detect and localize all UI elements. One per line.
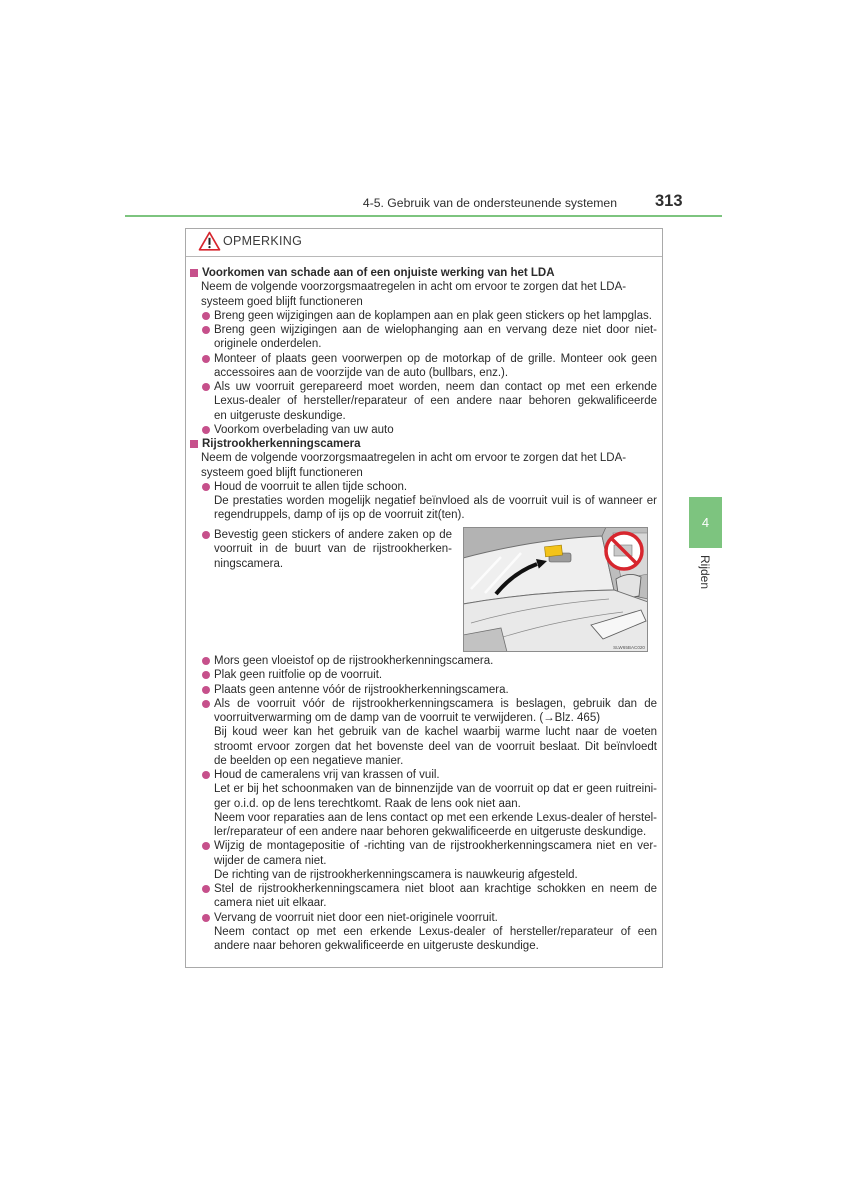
- warning-triangle-icon: [198, 231, 221, 251]
- section-title: 4-5. Gebruik van de ondersteunende systemen: [362, 196, 617, 210]
- item-text: en uitgeruste deskundige.: [214, 409, 346, 422]
- exclamation-bar: [209, 238, 211, 245]
- item-text: Bij koud weer kan het gebruik van de kachel waarbij warme lucht naar de voeten: [214, 726, 657, 739]
- notice-title: OPMERKING: [223, 234, 303, 248]
- bullet-dot-icon: [202, 531, 210, 539]
- chapter-number: 4: [701, 515, 710, 530]
- item-text: Let er bij het schoonmaken van de binnenzijde van de voorruit op dat er geen ruitreini-: [214, 783, 657, 796]
- section-heading: [185, 266, 663, 280]
- item-line: [185, 725, 663, 739]
- bullet-dot-icon: [202, 483, 210, 491]
- item-text: voorruitverwarming om de damp van de voorruit te verwijderen. (→Blz. 465): [214, 712, 601, 724]
- bullet-dot-icon: [202, 885, 210, 893]
- item-line: [185, 811, 663, 825]
- bullet-dot-icon: [202, 312, 210, 320]
- item-line: [185, 854, 663, 868]
- item-text: voorruit in de buurt van de rijstrookherken-: [214, 543, 452, 556]
- item-text: camera niet uit elkaar.: [214, 897, 327, 910]
- bullet-item: [185, 423, 663, 437]
- bullet-item: [185, 654, 663, 668]
- intro-line: [185, 295, 663, 309]
- item-line: [185, 494, 663, 508]
- item-text: ler/reparateur of een andere naar behoren gekwalificeerde en uitgeruste deskundige.: [214, 826, 647, 838]
- item-line: [185, 366, 663, 380]
- notice-title-divider: [186, 256, 662, 257]
- bullet-item: [185, 323, 663, 337]
- bullet-dot-icon: [202, 671, 210, 679]
- bullet-item: [185, 380, 663, 394]
- section-heading-text: Voorkomen van schade aan of een onjuiste werking van het LDA: [202, 267, 555, 279]
- bullet-item: [185, 911, 663, 925]
- chapter-tab: [689, 497, 722, 548]
- item-line: [185, 896, 663, 910]
- item-text: Stel de rijstrookherkenningscamera niet bloot aan krachtige schokken en neem de: [214, 883, 657, 895]
- bullet-dot-icon: [202, 383, 210, 391]
- intro-text: systeem goed blijft functioneren: [201, 466, 363, 479]
- square-bullet-icon: [190, 269, 198, 277]
- figure-code: SLW65BAC020: [613, 645, 645, 650]
- item-text: Houd de voorruit te allen tijde schoon.: [214, 480, 408, 493]
- item-text: regendruppels, damp of ijs op de voorruit zit(ten).: [214, 509, 465, 522]
- item-text: Als de voorruit vóór de rijstrookherkenningscamera is beslagen, gebruik dan de: [214, 697, 657, 710]
- item-text: Houd de cameralens vrij van krassen of vuil.: [214, 769, 440, 781]
- bullet-dot-icon: [202, 326, 210, 334]
- bullet-dot-icon: [202, 686, 210, 694]
- item-line: [185, 754, 663, 768]
- bullet-dot-icon: [202, 771, 210, 779]
- bullet-dot-icon: [202, 700, 210, 708]
- header-rule: [125, 215, 722, 217]
- bullet-item: [185, 768, 663, 782]
- bullet-item: [185, 668, 663, 682]
- item-line: [185, 939, 663, 953]
- item-text: originele onderdelen.: [214, 338, 322, 351]
- item-text: Bevestig geen stickers of andere zaken op de: [214, 529, 452, 541]
- bullet-dot-icon: [202, 426, 210, 434]
- item-text: Voorkom overbelading van uw auto: [214, 423, 394, 436]
- item-line: [185, 825, 663, 839]
- intro-text: systeem goed blijft functioneren: [201, 295, 363, 308]
- item-text: Als uw voorruit gerepareerd moet worden, neem dan contact op met een erkende: [214, 381, 657, 393]
- bullet-item: [185, 352, 663, 366]
- intro-text: Neem de volgende voorzorgsmaatregelen in acht om ervoor te zorgen dat het LDA-: [201, 281, 627, 294]
- item-text: ger o.i.d. op de lens terechtkomt. Raak de lens ook niet aan.: [214, 797, 521, 810]
- intro-line: [185, 466, 663, 480]
- item-line: [185, 868, 663, 882]
- item-text: Neem contact op met een erkende Lexus-dealer of hersteller/reparateur of een: [214, 925, 657, 938]
- item-text: Breng geen wijzigingen aan de wielophanging aan en vervang deze niet door niet-: [214, 324, 657, 336]
- item-text: Monteer of plaats geen voorwerpen op de motorkap of de grille. Monteer ook geen: [214, 352, 657, 365]
- item-text: Vervang de voorruit niet door een niet-originele voorruit.: [214, 911, 498, 924]
- item-text: wijder de camera niet.: [214, 854, 327, 867]
- bullet-item: [185, 683, 663, 697]
- item-line: [185, 782, 663, 796]
- bullet-dot-icon: [202, 657, 210, 665]
- item-text: Plak geen ruitfolie op de voorruit.: [214, 669, 383, 682]
- item-line: [185, 337, 663, 351]
- item-text: Mors geen vloeistof op de rijstrookherkenningscamera.: [214, 655, 494, 667]
- section-heading: [185, 437, 663, 451]
- bullet-item: [185, 697, 663, 711]
- item-line: [185, 711, 663, 725]
- item-text: De prestaties worden mogelijk negatief beïnvloed als de voorruit vuil is of wanneer er: [214, 495, 657, 507]
- item-text: de beelden op een negatieve manier.: [214, 754, 404, 767]
- notice-text-block: [185, 654, 663, 953]
- item-line: [185, 508, 663, 522]
- page-number: 313: [655, 192, 683, 210]
- section-heading-text: Rijstrookherkenningscamera: [202, 438, 361, 450]
- sticker-highlight: [545, 545, 563, 557]
- bullet-item: [185, 480, 663, 494]
- item-text: Neem voor reparaties aan de lens contact op met een erkende Lexus-dealer of herstel-: [214, 811, 658, 824]
- chapter-title: Rijden: [698, 555, 712, 590]
- item-line: [185, 925, 663, 939]
- intro-line: [185, 280, 663, 294]
- exclamation-dot: [208, 246, 210, 248]
- item-line: [185, 740, 663, 754]
- item-line: [185, 394, 663, 408]
- item-text: Wijzig de montagepositie of -richting van de rijstrookherkenningscamera niet en ver-: [214, 840, 657, 853]
- item-text: andere naar behoren gekwalificeerde en uitgeruste deskundige.: [214, 940, 539, 952]
- item-text: stroomt ervoor zorgen dat het bovenste deel van de voorruit beslaat. Dit beïnvloedt: [214, 740, 657, 753]
- bullet-dot-icon: [202, 842, 210, 850]
- item-line: [185, 409, 663, 423]
- item-text: ningscamera.: [214, 557, 284, 570]
- item-text: Lexus-dealer of hersteller/reparateur of een andere naar behoren gekwalificeerde: [214, 395, 657, 408]
- bullet-dot-icon: [202, 355, 210, 363]
- item-text: De richting van de rijstrookherkenningscamera is nauwkeurig afgesteld.: [214, 868, 578, 881]
- bullet-item: [185, 309, 663, 323]
- intro-text: Neem de volgende voorzorgsmaatregelen in acht om ervoor te zorgen dat het LDA-: [201, 452, 627, 465]
- item-line: [185, 797, 663, 811]
- bullet-item: [185, 839, 663, 853]
- bullet-item: [185, 882, 663, 896]
- bullet-dot-icon: [202, 914, 210, 922]
- item-text: Breng geen wijzigingen aan de koplampen aan en plak geen stickers op het lampglas.: [214, 309, 652, 322]
- notice-text-block: [185, 266, 663, 523]
- item-text: accessoires aan de voorzijde van de auto (bullbars, enz.).: [214, 366, 509, 379]
- square-bullet-icon: [190, 440, 198, 448]
- windshield-camera-illustration: [463, 527, 648, 652]
- intro-line: [185, 451, 663, 465]
- item-text: Plaats geen antenne vóór de rijstrookherkenningscamera.: [214, 683, 509, 696]
